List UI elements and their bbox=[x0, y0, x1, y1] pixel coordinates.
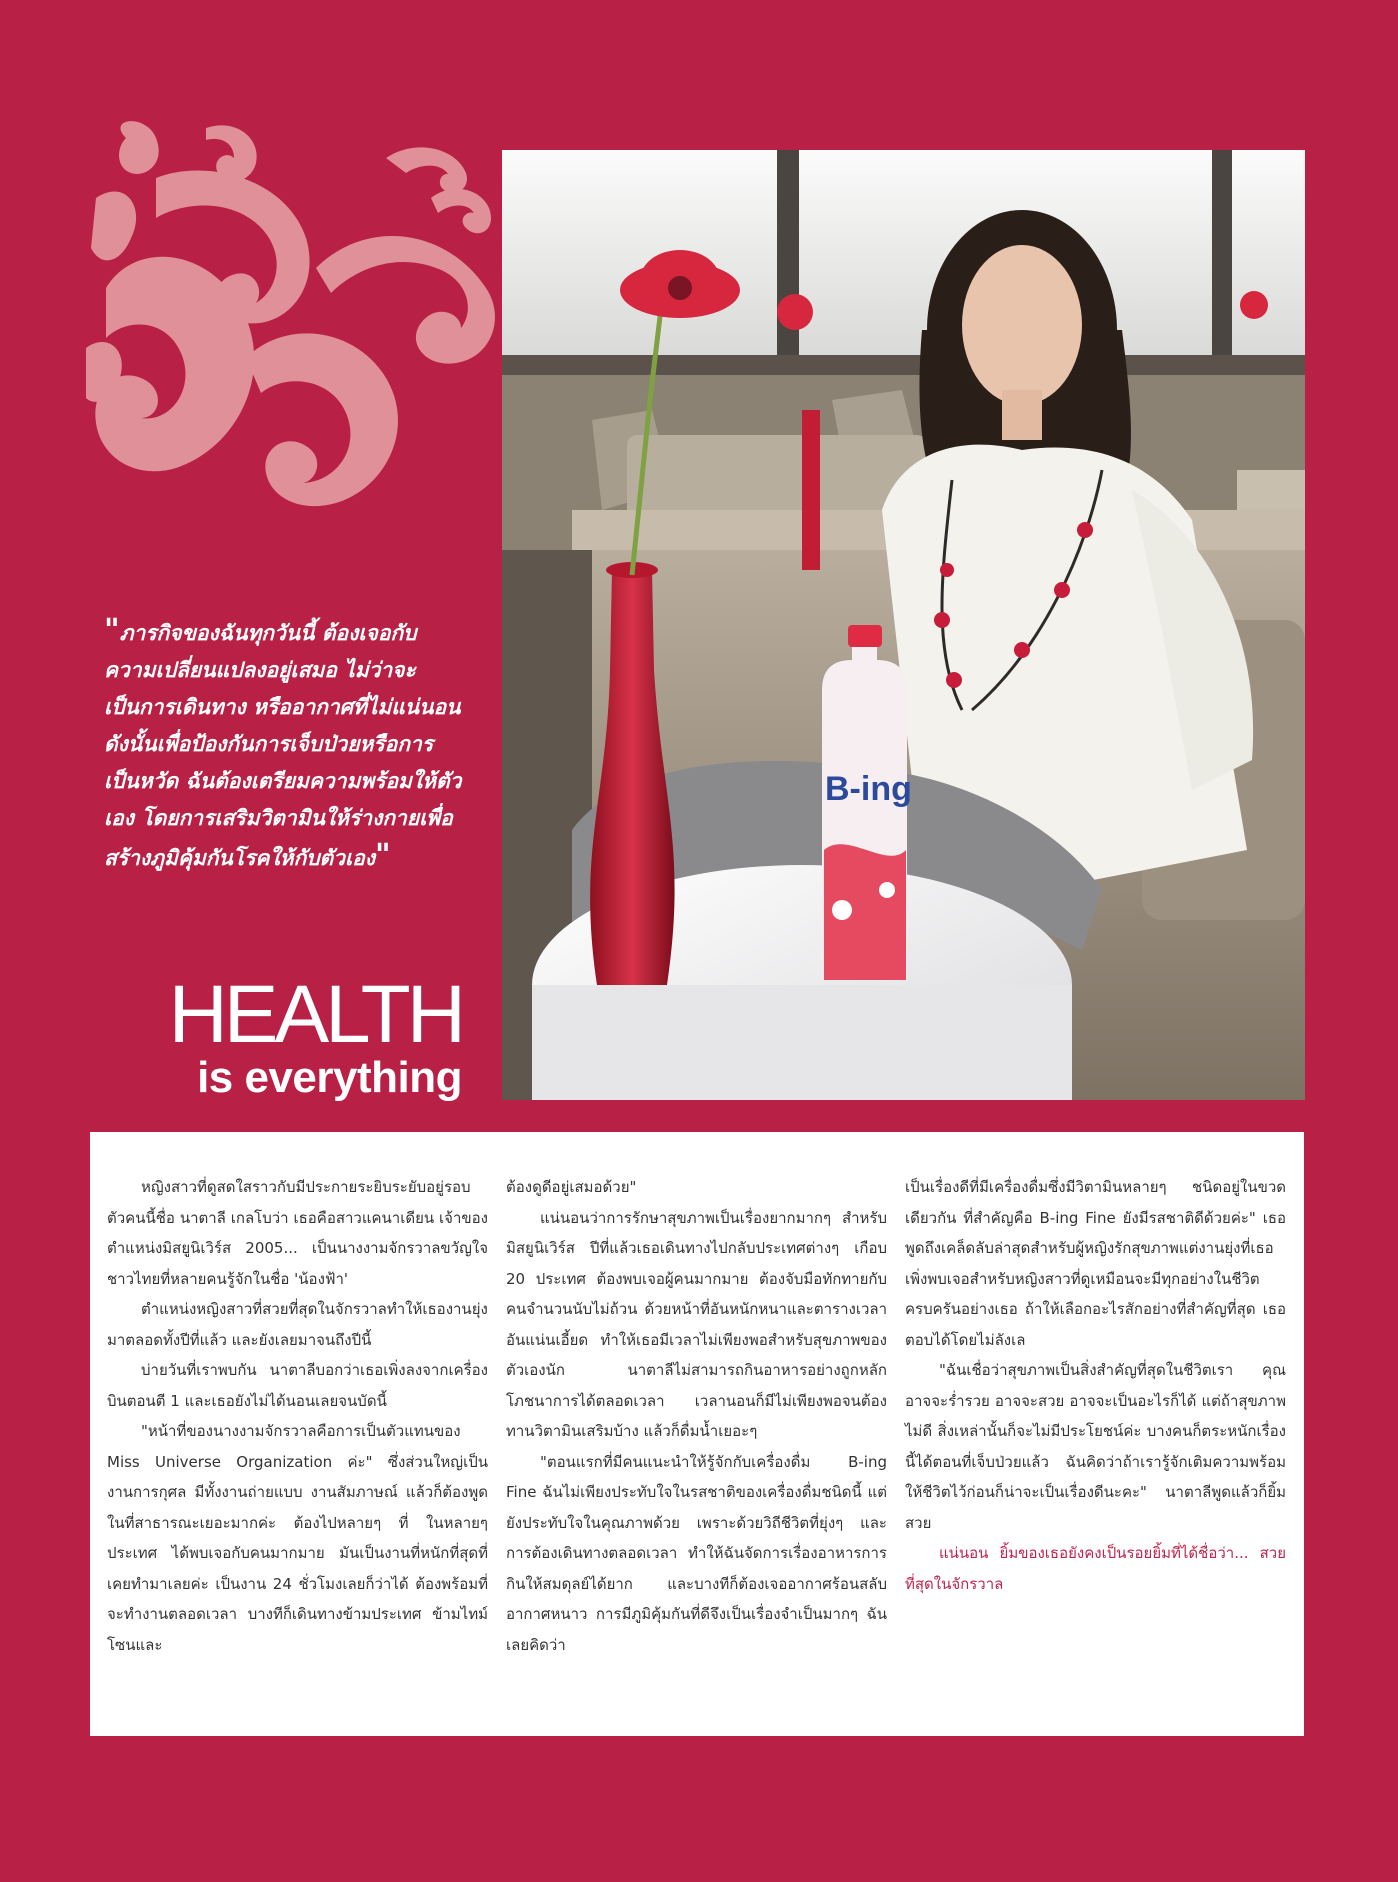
paragraph: หญิงสาวที่ดูสดใสราวกับมีประกายระยิบระยับอยู่รอบตัวคนนี้ชื่อ นาตาลี เกลโบว่า เธอคือสาวแคนาเดียน เจ้าของตำแหน่งมิสยูนิเวิร์ส 2005... เป็นนางงามจักรวาลขวัญใจชาวไทยที่หลายคนรู้จักในชื่อ 'น้องฟ้า' bbox=[107, 1178, 488, 1288]
quote-open-mark: " bbox=[104, 613, 120, 648]
paragraph: บ่ายวันที่เราพบกัน นาตาลีบอกว่าเธอเพิ่งลงจากเครื่องบินตอนตี 1 และเธอยังไม่ได้นอนเลยจนบัดนี้ bbox=[107, 1361, 488, 1410]
article-column-3 bbox=[905, 1172, 1286, 1736]
hero-photo bbox=[502, 150, 1305, 1100]
article-column-2 bbox=[506, 1172, 887, 1736]
headline-line1: HEALTH bbox=[168, 969, 462, 1060]
paragraph: เป็นเรื่องดีที่มีเครื่องดื่มซึ่งมีวิตามินหลายๆ ชนิดอยู่ในขวดเดียวกัน ที่สำคัญคือ B-ing Fine ยังมีรสชาติดีด้วยค่ะ" เธอพูดถึงเคล็ดลับล่าสุดสำหรับผู้หญิงรักสุขภาพแต่งานยุ่งที่เธอเพิ่งพบเจอสำหรับหญิงสาวที่ดูเหมือนจะมีทุกอย่างในชีวิตครบครันอย่างเธอ ถ้าให้เลือกอะไรสักอย่างที่สำคัญที่สุด เธอตอบได้โดยไม่ลังเล bbox=[905, 1178, 1286, 1349]
closing-paragraph: แน่นอน ยิ้มของเธอยังคงเป็นรอยยิ้มที่ได้ชื่อว่า... สวยที่สุดในจักรวาล bbox=[905, 1544, 1286, 1593]
paragraph: แน่นอนว่าการรักษาสุขภาพเป็นเรื่องยากมากๆ สำหรับมิสยูนิเวิร์ส ปีที่แล้วเธอเดินทางไปกลับประเทศต่างๆ เกือบ 20 ประเทศ ต้องพบเจอผู้คนมากมาย ต้องจับมือทักทายกับคนจำนวนนับไม่ถ้วน ด้วยหน้าที่อันหนักหนาและตารางเวลาอันแน่นเอี้ยด ทำให้เธอมีเวลาไม่เพียงพอสำหรับสุขภาพของตัวเองนัก นาตาลีไม่สามารถกินอาหารอย่างถูกหลักโภชนาการได้ตลอดเวลา เวลานอนก็มีไม่เพียงพอจนต้องทานวิตามินเสริมบ้าง แล้วก็ดื่มน้ำเยอะๆ bbox=[506, 1208, 887, 1440]
headline bbox=[168, 969, 462, 1102]
article-body bbox=[90, 1132, 1304, 1736]
article-column-1 bbox=[107, 1172, 488, 1736]
pull-quote-text: ภารกิจของฉันทุกวันนี้ ต้องเจอกับความเปลี่ยนแปลงอยู่เสมอ ไม่ว่าจะเป็นการเดินทาง หรืออากาศที่ไม่แน่นอน ดังนั้นเพื่อป้องกันการเจ็บป่วยหรือการเป็นหวัด ฉันต้องเตรียมความพร้อมให้ตัวเอง โดยการเสริมวิตามินให้ร่างกายเพื่อสร้างภูมิคุ้มกันโรคให้กับตัวเอง bbox=[104, 621, 462, 870]
bottle-label: B-ing bbox=[825, 770, 912, 808]
paragraph: ต้องดูดีอยู่เสมอด้วย" bbox=[506, 1178, 637, 1196]
paragraph: "ฉันเชื่อว่าสุขภาพเป็นสิ่งสำคัญที่สุดในชีวิตเรา คุณอาจจะร่ำรวย อาจจะสวย อาจจะเป็นอะไรก็ได้ แต่ถ้าสุขภาพไม่ดี สิ่งเหล่านั้นก็จะไม่มีประโยชน์ค่ะ บางคนก็ตระหนักเรื่องนี้ได้ตอนที่เจ็บป่วยแล้ว ฉันคิดว่าถ้าเรารู้จักเติมความพร้อมให้ชีวิตไว้ก่อนก็น่าจะเป็นเรื่องดีนะคะ" นาตาลีพูดแล้วก็ยิ้มสวย bbox=[905, 1361, 1286, 1532]
paragraph: ตำแหน่งหญิงสาวที่สวยที่สุดในจักรวาลทำให้เธองานยุ่งมาตลอดทั้งปีที่แล้ว และยังเลยมาจนถึงปีนี้ bbox=[107, 1300, 488, 1349]
floral-flourish-ornament bbox=[86, 118, 496, 516]
headline-line2: is everything bbox=[197, 1053, 462, 1102]
pull-quote bbox=[104, 612, 464, 877]
paragraph: "ตอนแรกที่มีคนแนะนำให้รู้จักกับเครื่องดื่ม B-ing Fine ฉันไม่เพียงประทับใจในรสชาติของเครื่องดื่มชนิดนี้ แต่ยังประทับใจในคุณภาพด้วย เพราะด้วยวิถีชีวิตที่ยุ่งๆ และการต้องเดินทางตลอดเวลา ทำให้ฉันจัดการเรื่องอาหารการกินให้สมดุลย์ได้ยาก และบางทีก็ต้องเจออากาศร้อนสลับอากาศหนาว การมีภูมิคุ้มกันที่ดีจึงเป็นเรื่องจำเป็นมากๆ ฉันเลยคิดว่า bbox=[506, 1452, 887, 1654]
quote-close-mark: " bbox=[375, 838, 391, 873]
paragraph: "หน้าที่ของนางงามจักรวาลคือการเป็นตัวแทนของ Miss Universe Organization ค่ะ" ซึ่งส่วนใหญ่เป็นงานการกุศล มีทั้งงานถ่ายแบบ งานสัมภาษณ์ แล้วก็ต้องพูดในที่สาธารณะเยอะมากค่ะ ต้องไปหลายๆ ที่ ในหลายๆ ประเทศ ได้พบเจอกับคนมากมาย มันเป็นงานที่หนักที่สุดที่เคยทำมาเลยค่ะ เป็นงาน 24 ชั่วโมงเลยก็ว่าได้ ต้องพร้อมที่จะทำงานตลอดเวลา บางทีก็เดินทางข้ามประเทศ ข้ามไทม์โซนและ bbox=[107, 1422, 488, 1654]
